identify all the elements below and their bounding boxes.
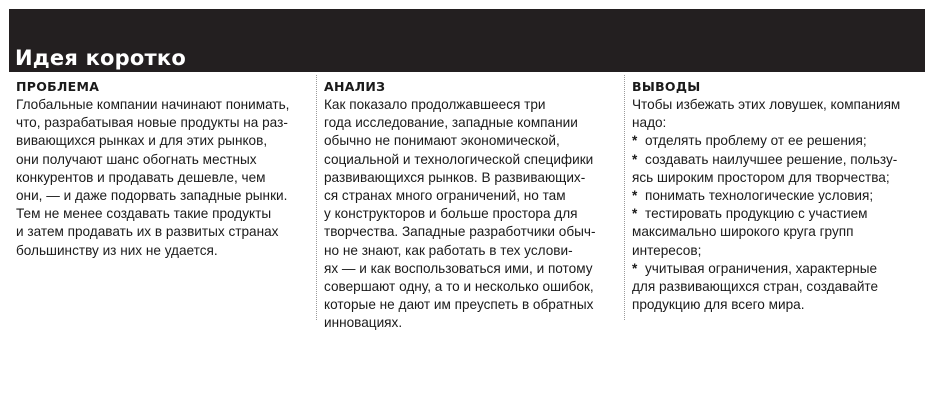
analysis-text-line: которые не дают им преуспеть в обратных [324, 297, 594, 313]
analysis-column [324, 79, 618, 333]
analysis-text-line: года исследование, западные компании [324, 115, 578, 131]
bullet-text-line: создавать наилучшее решение, пользу- [645, 151, 898, 167]
bullet-item [632, 187, 926, 205]
problem-column [16, 79, 314, 260]
conclusions-intro-line: Чтобы избежать этих ловушек, компаниям [632, 97, 901, 112]
analysis-text-line: у конструкторов и больше простора для [324, 206, 578, 222]
analysis-text-line: инновациях. [324, 315, 403, 331]
bullet-item [632, 205, 926, 260]
bullet-star: * [632, 260, 638, 276]
conclusions-intro-line: надо: [632, 115, 667, 131]
bullet-text-line: ясь широким простором для творчества; [632, 169, 890, 185]
conclusions-column [632, 79, 926, 314]
bullet-text-line: продукцию для всего мира. [632, 297, 805, 313]
problem-text-line: что, разрабатывая новые продукты на раз- [16, 115, 288, 131]
bullet-star: * [632, 133, 638, 149]
title-banner [9, 9, 925, 72]
bullet-star: * [632, 206, 638, 222]
analysis-text-line: но не знают, как работать в тех услови- [324, 242, 573, 258]
bullet-text-line: отделять проблему от ее решения; [645, 133, 867, 149]
bullet-text-line: понимать технологические условия; [645, 188, 874, 204]
analysis-text-line: Как показало продолжавшееся три [324, 97, 546, 112]
problem-text-line: большинству из них не удается. [16, 242, 218, 258]
problem-text-line: конкурентов и продавать дешевле, чем [16, 169, 266, 185]
analysis-text-line: ях — и как воспользоваться ими, и потому [324, 260, 593, 276]
bullet-item [632, 151, 926, 187]
problem-heading: ПРОБЛЕМА [16, 79, 100, 94]
analysis-text-line: развивающихся рынков. В развивающих- [324, 169, 586, 185]
bullet-text-line: тестировать продукцию с участием [645, 206, 868, 222]
problem-text-line: они получают шанс обогнать местных [16, 151, 257, 167]
conclusions-heading: ВЫВОДЫ [632, 79, 701, 94]
problem-text-line: они, — и даже подорвать западные рынки. [16, 188, 288, 204]
analysis-text-line: обычно не понимают экономической, [324, 133, 560, 149]
analysis-heading: АНАЛИЗ [324, 79, 386, 94]
problem-text-line: Глобальные компании начинают понимать, [16, 97, 290, 112]
bullet-star: * [632, 151, 638, 167]
bullet-text-line: учитывая ограничения, характерные [645, 260, 878, 276]
problem-text-line: и затем продавать их в развитых странах [16, 224, 279, 240]
problem-text-line: вивающихся рынках и для этих рынков, [16, 133, 268, 149]
bullet-item [632, 132, 926, 150]
bullet-text-line: максимально широкого круга групп [632, 224, 854, 240]
bullet-text-line: интересов; [632, 242, 702, 258]
banner-title: Идея коротко [15, 46, 186, 70]
analysis-text-line: совершают одну, а то и несколько ошибок, [324, 279, 594, 295]
column-divider [624, 75, 625, 320]
analysis-text-line: творчества. Западные разработчики обыч- [324, 224, 596, 240]
bullet-text-line: для развивающихся стран, создавайте [632, 279, 879, 295]
bullet-star: * [632, 188, 638, 204]
analysis-text-line: ся странах много ограничений, но там [324, 188, 566, 204]
bullet-item [632, 260, 926, 315]
analysis-text-line: социальной и технологической специфики [324, 151, 594, 167]
column-divider [316, 75, 317, 320]
problem-text-line: Тем не менее создавать такие продукты [16, 206, 272, 222]
